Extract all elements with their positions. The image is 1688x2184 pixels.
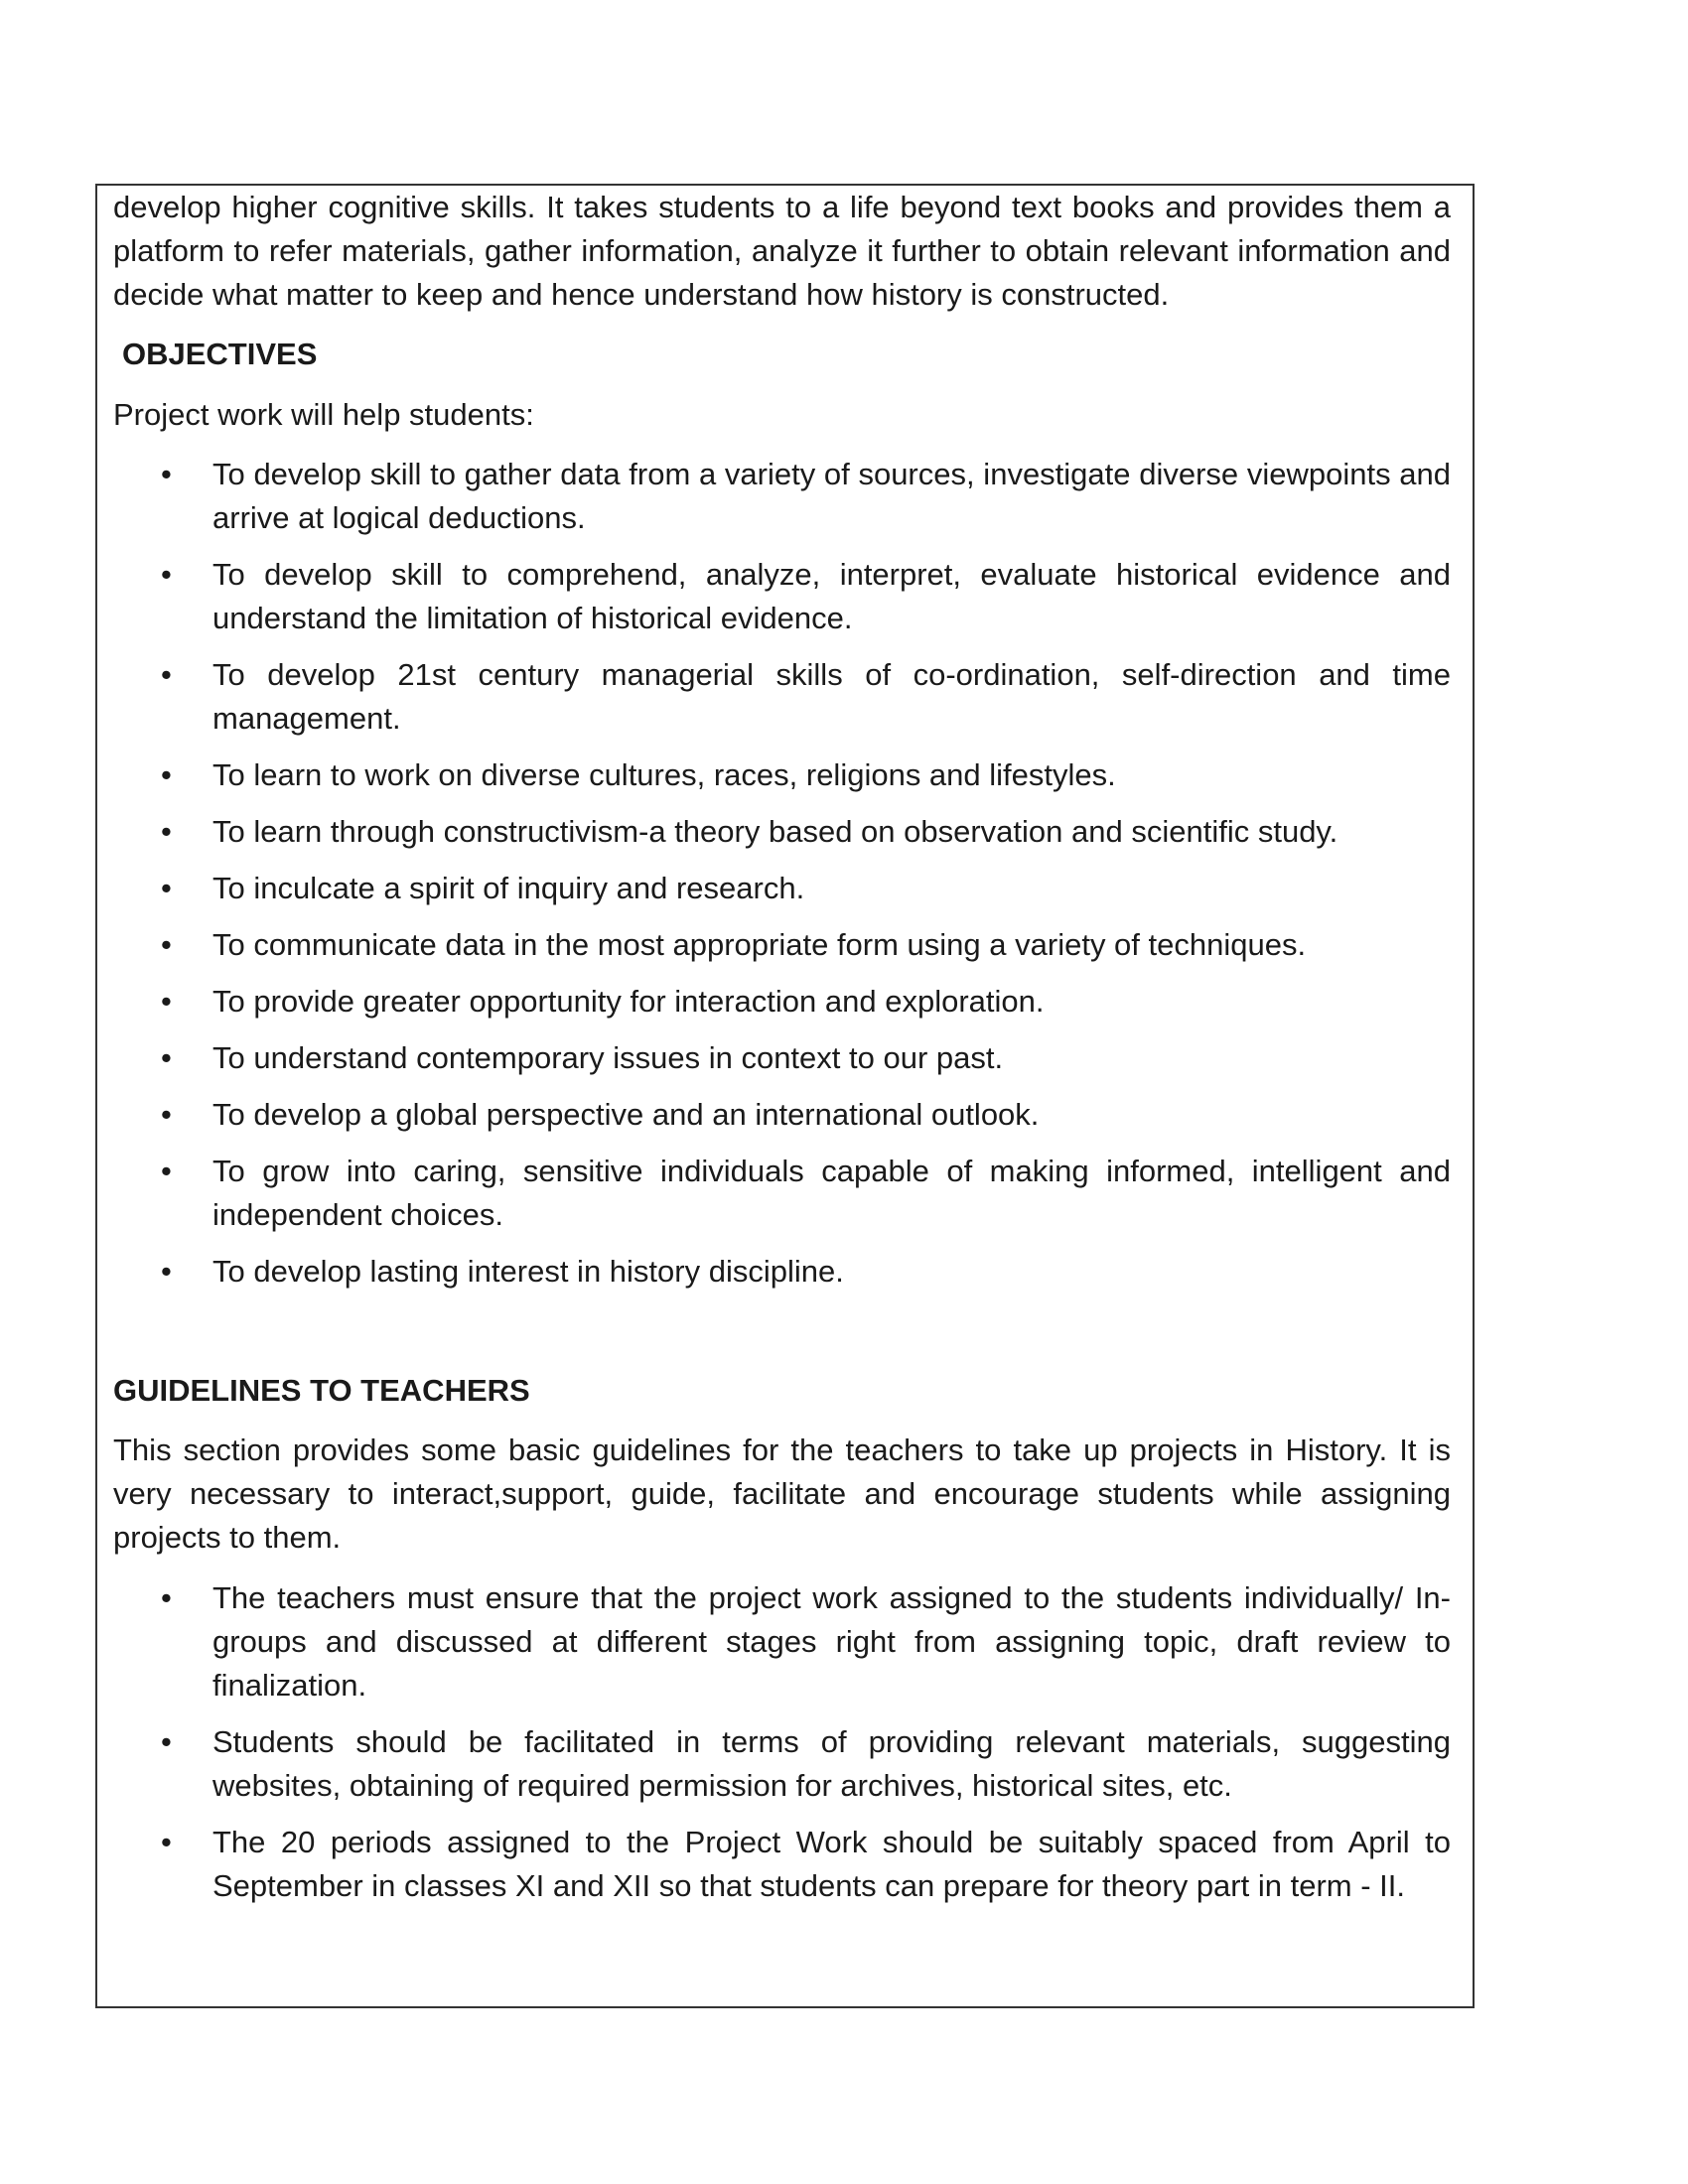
list-item	[113, 453, 1451, 540]
list-item-text: To develop skill to comprehend, analyze, interpret, evaluate historical evidence and understand the limitation of historical evidence.	[212, 557, 1451, 635]
list-item	[113, 980, 1451, 1024]
objectives-heading: OBJECTIVES	[122, 337, 318, 371]
list-item	[113, 867, 1451, 910]
list-item-text: To develop a global perspective and an international outlook.	[212, 1097, 1040, 1132]
list-item	[113, 1036, 1451, 1080]
bullet-icon: •	[161, 1097, 172, 1132]
list-item	[113, 1250, 1451, 1294]
content-box	[95, 184, 1475, 2008]
bullet-icon: •	[161, 1724, 172, 1759]
list-item-text: To learn through constructivism-a theory based on observation and scientific study.	[212, 814, 1338, 849]
bullet-icon: •	[161, 1254, 172, 1289]
list-item-text: The 20 periods assigned to the Project Work should be suitably spaced from April to September in classes XI and XII so that students can prepare for theory part in term - II.	[212, 1825, 1451, 1903]
list-item-text: To develop 21st century managerial skills of co-ordination, self-direction and time management.	[212, 657, 1451, 736]
list-item-text: Students should be facilitated in terms of providing relevant materials, suggesting websites, obtaining of required permission for archives, historical sites, etc.	[212, 1724, 1451, 1803]
objectives-lead: Project work will help students:	[113, 397, 534, 432]
list-item	[113, 810, 1451, 854]
guidelines-list	[113, 1576, 1451, 1908]
list-item-text: To learn to work on diverse cultures, races, religions and lifestyles.	[212, 757, 1116, 792]
list-item-text: To develop skill to gather data from a variety of sources, investigate diverse viewpoints and arrive at logical deductions.	[212, 457, 1451, 535]
list-item	[113, 1093, 1451, 1137]
intro-paragraph: develop higher cognitive skills. It takes students to a life beyond text books and provides them a platform to refer materials, gather information, analyze it further to obtain relevant information and decide what matter to keep and hence understand how history is constructed.	[113, 190, 1451, 312]
list-item	[113, 553, 1451, 640]
list-item-text: To communicate data in the most appropriate form using a variety of techniques.	[212, 927, 1307, 962]
list-item-text: The teachers must ensure that the project work assigned to the students individually/ In-groups and discussed at different stages right from assigning topic, draft review to finalization.	[212, 1580, 1451, 1703]
objectives-list	[113, 453, 1451, 1294]
list-item	[113, 753, 1451, 797]
list-item	[113, 923, 1451, 967]
list-item	[113, 653, 1451, 741]
bullet-icon: •	[161, 557, 172, 592]
list-item	[113, 1576, 1451, 1707]
bullet-icon: •	[161, 1580, 172, 1615]
list-item	[113, 1821, 1451, 1908]
list-item-text: To provide greater opportunity for interaction and exploration.	[212, 984, 1045, 1019]
bullet-icon: •	[161, 1040, 172, 1075]
list-item-text: To inculcate a spirit of inquiry and research.	[212, 871, 805, 905]
bullet-icon: •	[161, 757, 172, 792]
bullet-icon: •	[161, 1825, 172, 1859]
bullet-icon: •	[161, 871, 172, 905]
list-item	[113, 1720, 1451, 1808]
bullet-icon: •	[161, 984, 172, 1019]
bullet-icon: •	[161, 814, 172, 849]
guidelines-paragraph: This section provides some basic guidelines for the teachers to take up projects in History. It is very necessary to interact,support, guide, facilitate and encourage students while assigning projects to them.	[113, 1433, 1451, 1555]
list-item	[113, 1150, 1451, 1237]
bullet-icon: •	[161, 927, 172, 962]
list-item-text: To develop lasting interest in history discipline.	[212, 1254, 844, 1289]
list-item-text: To grow into caring, sensitive individuals capable of making informed, intelligent and independent choices.	[212, 1154, 1451, 1232]
list-item-text: To understand contemporary issues in context to our past.	[212, 1040, 1004, 1075]
guidelines-heading: GUIDELINES TO TEACHERS	[113, 1373, 530, 1408]
bullet-icon: •	[161, 1154, 172, 1188]
bullet-icon: •	[161, 657, 172, 692]
bullet-icon: •	[161, 457, 172, 491]
